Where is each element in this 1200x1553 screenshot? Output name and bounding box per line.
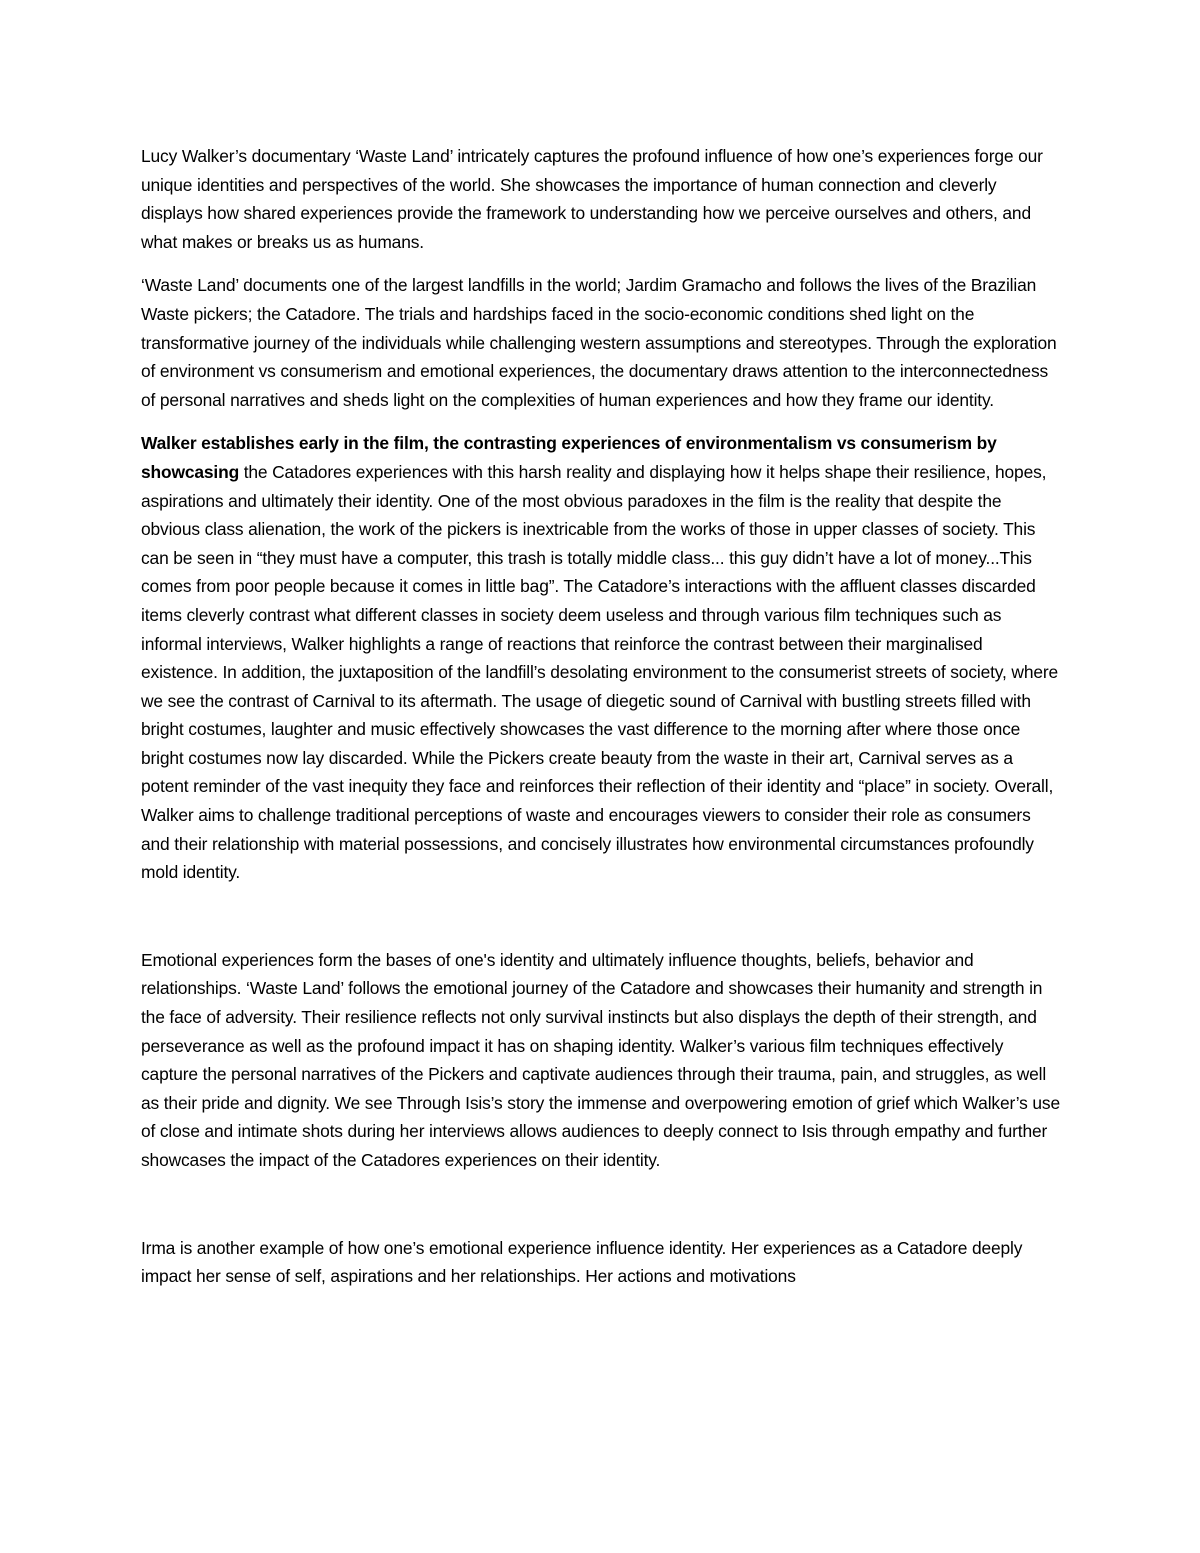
paragraph-environment-bold-lead: Walker establishes early in the film, the contrasting experiences of environmentalism vs consumerism by showcasing [141, 433, 997, 482]
paragraph-intro [141, 142, 1061, 256]
blank-line [141, 902, 1061, 946]
paragraph-irma [141, 1234, 1061, 1291]
paragraph-environment-text: the Catadores experiences with this harsh reality and displaying how it helps shape their resilience, hopes, aspirations and ultimately their identity. One of the most obvious paradoxes in the film is the reality that despite the obvious class alienation, the work of the pickers is inextricable from the works of those in upper classes of society. This can be seen in “they must have a computer, this trash is totally middle class... this guy didn’t have a lot of money...This comes from poor people because it comes in little bag”. The Catadore’s interactions with the affluent classes discarded items cleverly contrast what different classes in society deem useless and through various film techniques such as informal interviews, Walker highlights a range of reactions that reinforce the contrast between their marginalised existence. In addition, the juxtaposition of the landfill’s desolating environment to the consumerist streets of society, where we see the contrast of Carnival to its aftermath. The usage of diegetic sound of Carnival with bustling streets filled with bright costumes, laughter and music effectively showcases the vast difference to the morning after where those once bright costumes now lay discarded. While the Pickers create beauty from the waste in their art, Carnival serves as a potent reminder of the vast inequity they face and reinforces their reflection of their identity and “place” in society. Overall, Walker aims to challenge traditional perceptions of waste and encourages viewers to consider their role as consumers and their relationship with material possessions, and concisely illustrates how environmental circumstances profoundly mold identity. [141, 461, 1059, 883]
paragraph-emotional [141, 946, 1061, 1175]
paragraph-landfill-text: ‘Waste Land’ documents one of the largest landfills in the world; Jardim Gramacho and follows the lives of the Brazilian Waste pickers; the Catadore. The trials and hardships faced in the socio-economic conditions shed light on the transformative journey of the individuals while challenging western assumptions and stereotypes. Through the exploration of environment vs consumerism and emotional experiences, the documentary draws attention to the interconnectedness of personal narratives and sheds light on the complexities of human experiences and how they frame our identity. [141, 275, 1057, 410]
paragraph-environment [141, 429, 1061, 887]
document-body [141, 142, 1061, 1306]
paragraph-irma-text: Irma is another example of how one’s emotional experience influence identity. Her experiences as a Catadore deeply impact her sense of self, aspirations and her relationships. Her actions and motivations [141, 1237, 1023, 1287]
blank-line [141, 1190, 1061, 1234]
paragraph-emotional-text: Emotional experiences form the bases of one's identity and ultimately influence thoughts, beliefs, behavior and relationships. ‘Waste Land’ follows the emotional journey of the Catadore and showcases their humanity and strength in the face of adversity. Their resilience reflects not only survival instincts but also displays the depth of their strength, and perseverance as well as the profound impact it has on shaping identity. Walker’s various film techniques effectively capture the personal narratives of the Pickers and captivate audiences through their trauma, pain, and struggles, as well as their pride and dignity. We see Through Isis’s story the immense and overpowering emotion of grief which Walker’s use of close and intimate shots during her interviews allows audiences to deeply connect to Isis through empathy and further showcases the impact of the Catadores experiences on their identity. [141, 949, 1060, 1170]
paragraph-landfill [141, 271, 1061, 414]
paragraph-intro-text: Lucy Walker’s documentary ‘Waste Land’ intricately captures the profound influence of how one’s experiences forge our unique identities and perspectives of the world. She showcases the importance of human connection and cleverly displays how shared experiences provide the framework to understanding how we perceive ourselves and others, and what makes or breaks us as humans. [141, 146, 1043, 252]
